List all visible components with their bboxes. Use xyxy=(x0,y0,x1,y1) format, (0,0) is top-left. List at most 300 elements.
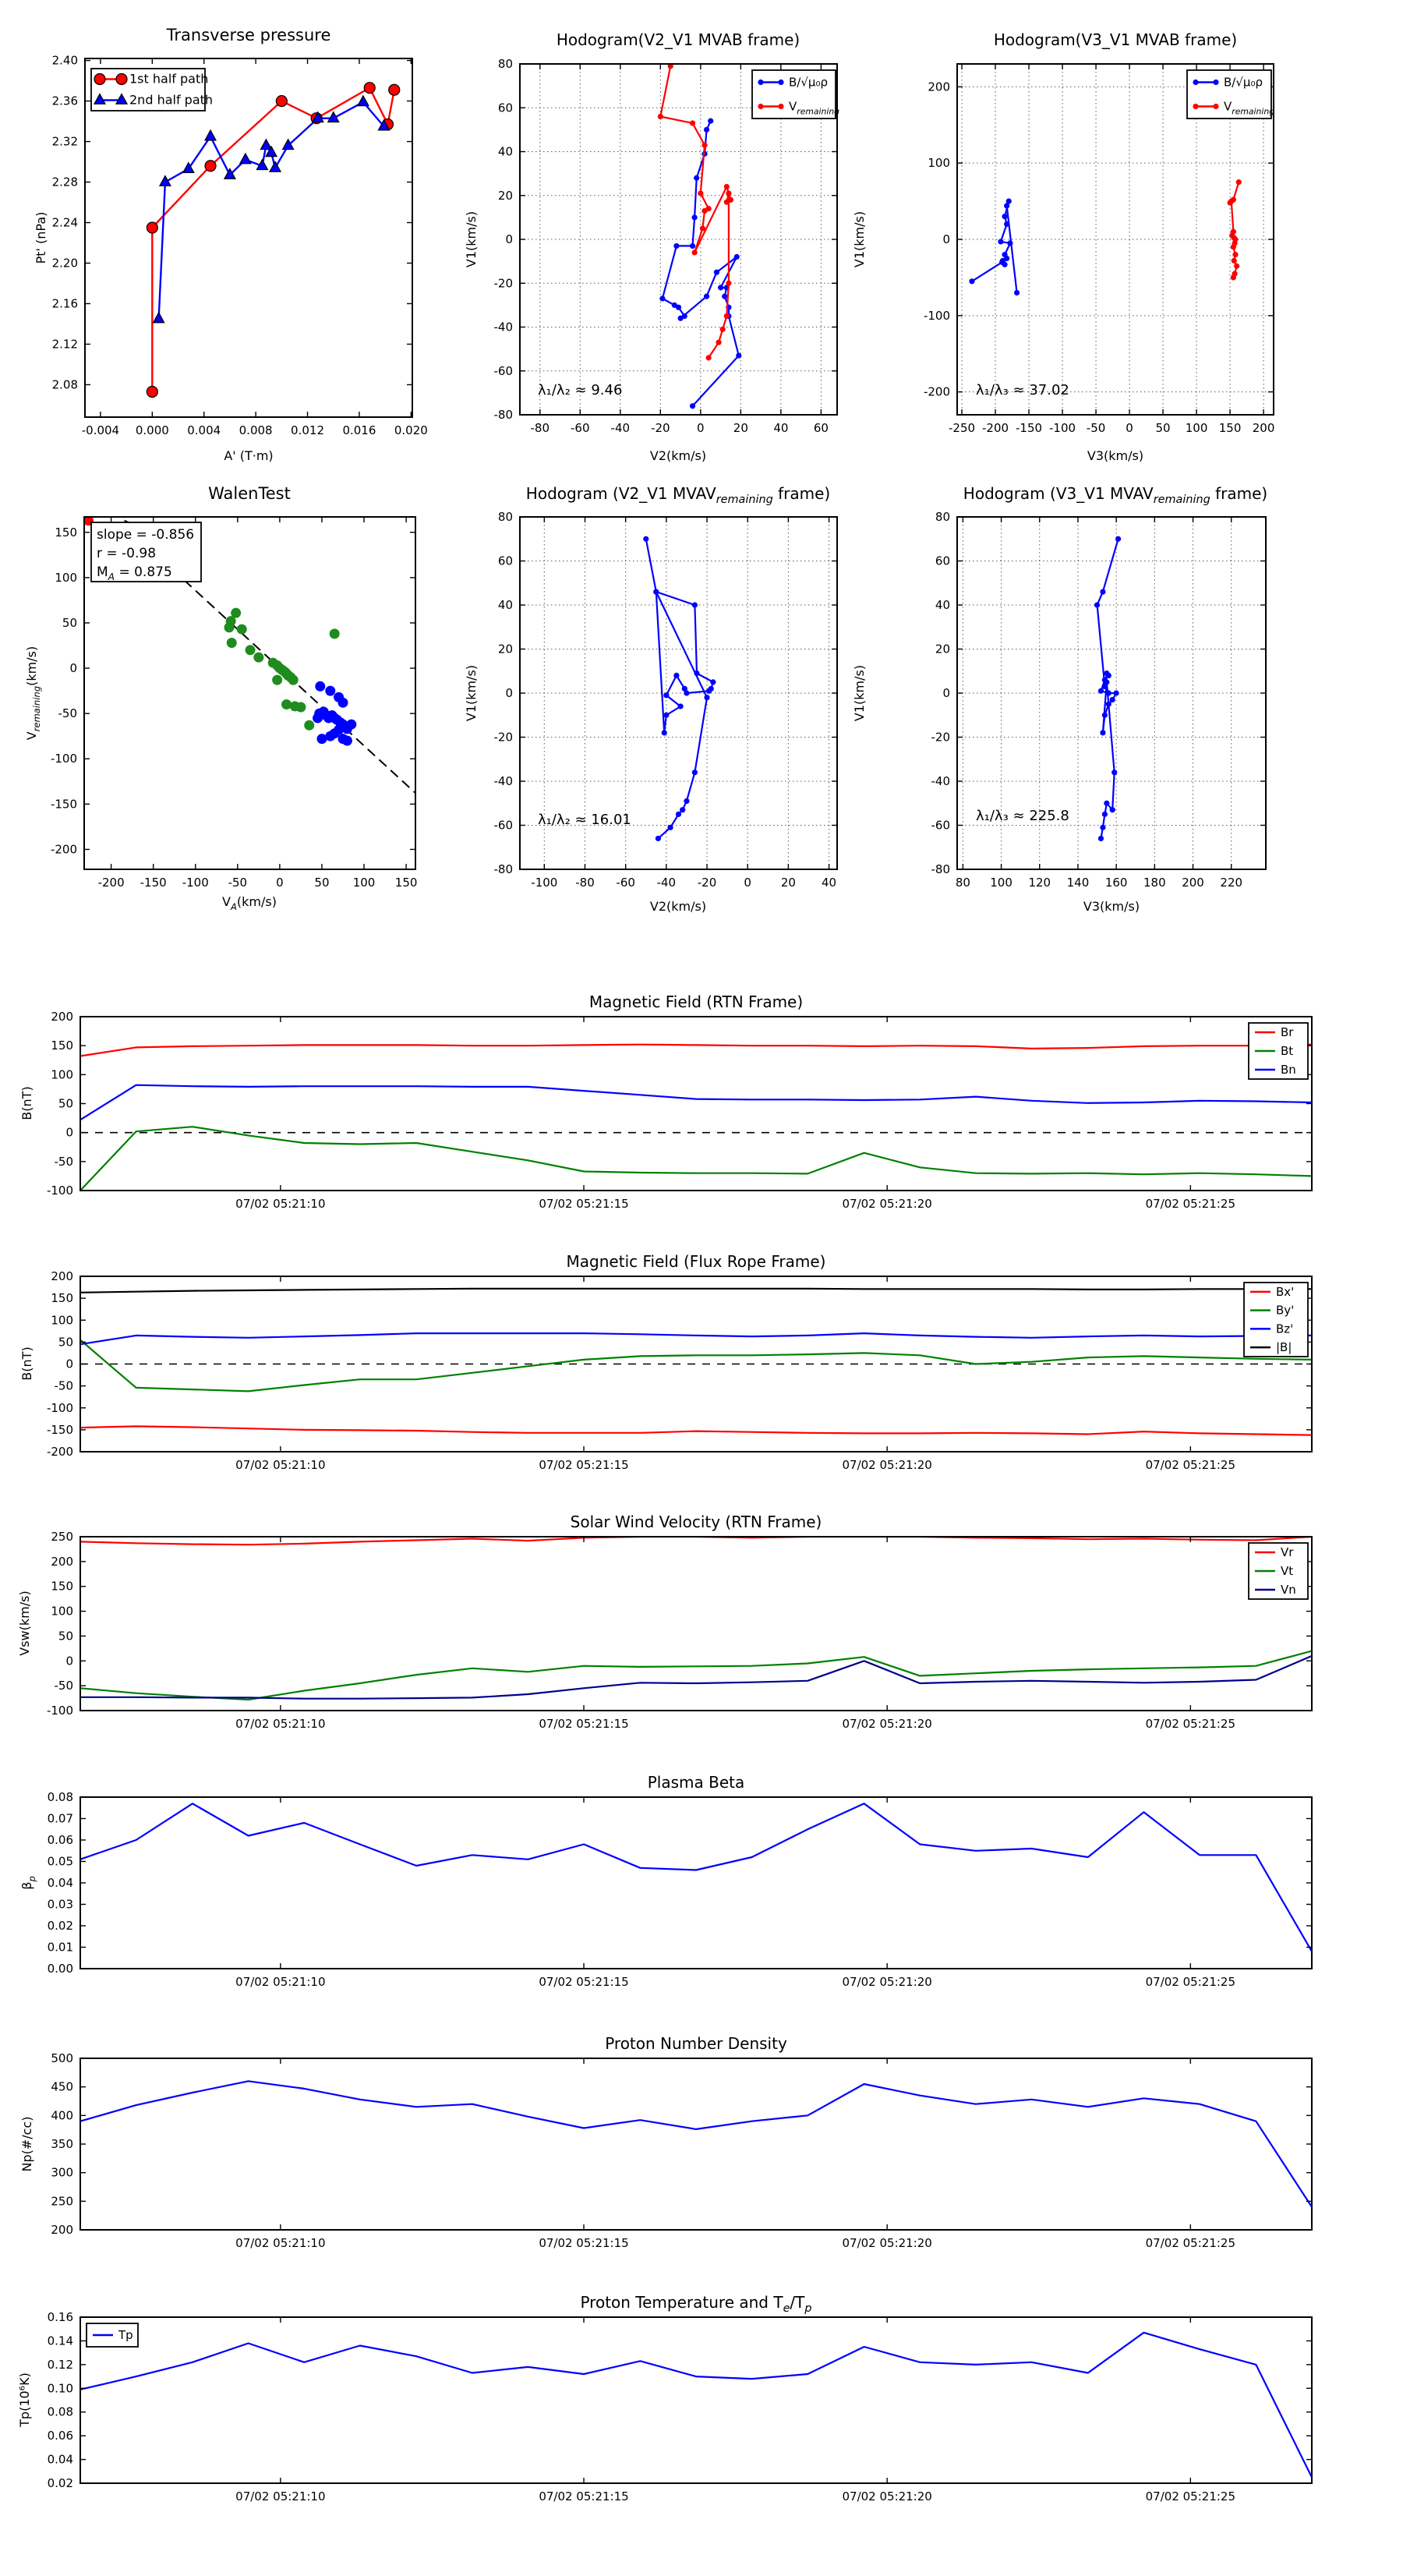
panel-proton-number-density xyxy=(19,2034,1312,2250)
data-point xyxy=(295,702,306,713)
y-axis-label: Np(#/cc) xyxy=(19,2116,34,2172)
x-tick-label: 220 xyxy=(1220,876,1243,890)
ticks xyxy=(47,1010,1312,1211)
series-Br xyxy=(80,1045,1312,1056)
x-tick-label: 07/02 05:21:10 xyxy=(235,2489,326,2503)
y-tick-label: -200 xyxy=(46,1445,73,1459)
y-tick-label: 2.20 xyxy=(51,256,78,271)
legend-label: $V_{remaining}$ xyxy=(1224,99,1275,117)
data-point xyxy=(736,352,741,358)
data-point xyxy=(1228,198,1234,203)
y-tick-label: 0.14 xyxy=(47,2334,73,2348)
data-point xyxy=(678,703,684,709)
data-point xyxy=(1100,825,1105,830)
x-tick-label: 150 xyxy=(394,876,418,890)
panel-title: Magnetic Field (RTN Frame) xyxy=(588,993,804,1011)
data-point xyxy=(237,625,247,635)
data-point xyxy=(1098,836,1104,841)
data-point xyxy=(724,184,730,189)
ticks xyxy=(47,1269,1312,1472)
y-tick-label: 0 xyxy=(942,232,950,246)
y-tick-label: 0 xyxy=(69,661,77,676)
y-tick-label: 2.12 xyxy=(51,337,78,352)
y-tick-label: 0.10 xyxy=(47,2381,73,2396)
x-tick-label: 07/02 05:21:10 xyxy=(235,1197,326,1211)
series-V-remaining-hodogram xyxy=(646,539,713,838)
y-tick-label: 20 xyxy=(497,642,513,656)
panel-title: Proton Temperature and $T_e/T_p$ xyxy=(580,2293,812,2315)
y-tick-label: 0.01 xyxy=(47,1940,73,1955)
data-point xyxy=(1231,274,1236,280)
x-tick-label: 07/02 05:21:15 xyxy=(539,1458,629,1472)
y-tick-label: 0.05 xyxy=(47,1854,73,1869)
x-tick-label: 07/02 05:21:10 xyxy=(235,1717,326,1731)
x-tick-label: 140 xyxy=(1066,876,1090,890)
data-point xyxy=(692,770,698,775)
stats-line: r = -0.98 xyxy=(97,546,157,561)
legend-label: 2nd half path xyxy=(129,92,214,108)
data-point xyxy=(702,208,707,214)
stats-line: slope = -0.856 xyxy=(97,527,195,543)
x-tick-label: 0 xyxy=(1126,421,1133,435)
y-tick-label: 400 xyxy=(51,2108,73,2123)
y-tick-label: -40 xyxy=(493,320,513,334)
data-point xyxy=(690,243,695,249)
x-tick-label: 07/02 05:21:15 xyxy=(539,1975,629,1989)
y-tick-label: -50 xyxy=(58,706,77,721)
x-tick-label: -100 xyxy=(182,876,209,890)
x-tick-label: 20 xyxy=(780,876,796,890)
x-tick-label: -80 xyxy=(575,876,595,890)
data-point xyxy=(272,675,282,685)
axes-frame xyxy=(80,2317,1312,2483)
ticks xyxy=(47,1530,1312,1731)
y-tick-label: -150 xyxy=(50,797,77,812)
data-point xyxy=(1231,244,1236,249)
data-point xyxy=(1236,179,1242,185)
y-tick-label: 0 xyxy=(942,686,950,700)
panel-magnetic-field-rtn xyxy=(19,993,1312,1211)
y-tick-label: 200 xyxy=(51,2223,73,2237)
data-point xyxy=(240,154,251,164)
data-point xyxy=(676,812,681,817)
y-tick-label: 300 xyxy=(51,2165,73,2180)
y-axis-label: $V_{remaining}(km/s)$ xyxy=(24,646,42,741)
data-point xyxy=(714,270,719,275)
y-tick-label: 150 xyxy=(51,1039,73,1053)
series-By-prime xyxy=(80,1340,1312,1392)
y-tick-label: 40 xyxy=(935,598,950,612)
x-tick-label: 50 xyxy=(314,876,330,890)
y-tick-label: -80 xyxy=(493,408,513,422)
y-tick-label: 0 xyxy=(505,232,513,246)
y-tick-label: 0.12 xyxy=(47,2357,73,2372)
x-tick-label: 160 xyxy=(1104,876,1128,890)
ticks xyxy=(48,1790,1312,1989)
y-tick-label: 100 xyxy=(55,570,77,585)
panel-hodogram-v2v1-mvav xyxy=(464,484,837,914)
y-tick-label: 250 xyxy=(51,1530,73,1544)
data-point xyxy=(325,686,335,696)
y-tick-label: 50 xyxy=(58,1096,73,1111)
data-point xyxy=(676,305,681,310)
y-tick-label: 500 xyxy=(51,2051,73,2065)
series-Vn xyxy=(80,1656,1312,1699)
data-point xyxy=(704,294,709,299)
x-tick-label: -100 xyxy=(1049,421,1076,435)
x-tick-label: 0.008 xyxy=(239,423,273,437)
data-point xyxy=(276,96,287,107)
data-point xyxy=(1100,730,1105,735)
y-tick-label: 100 xyxy=(928,156,950,171)
data-point xyxy=(643,536,648,542)
data-point xyxy=(224,622,235,632)
data-point xyxy=(147,387,157,398)
legend-label: Bx' xyxy=(1276,1284,1295,1299)
series-Tp xyxy=(80,2333,1312,2478)
y-tick-label: -100 xyxy=(50,752,77,766)
data-point xyxy=(364,83,375,94)
y-axis-label: B(nT) xyxy=(19,1086,34,1120)
y-tick-label: 0.06 xyxy=(47,2429,73,2443)
data-point xyxy=(342,736,352,746)
y-tick-label: 20 xyxy=(935,642,950,656)
ticks xyxy=(51,2051,1312,2250)
panel-title: Solar Wind Velocity (RTN Frame) xyxy=(570,1513,822,1531)
y-tick-label: 0.03 xyxy=(47,1897,73,1912)
y-tick-label: 40 xyxy=(497,144,513,159)
x-tick-label: 120 xyxy=(1028,876,1051,890)
x-axis-label: V2(km/s) xyxy=(649,448,707,463)
data-point xyxy=(998,239,1003,244)
x-axis-label: V2(km/s) xyxy=(649,899,707,914)
y-tick-label: 2.08 xyxy=(51,377,78,392)
y-tick-label: 100 xyxy=(51,1604,73,1619)
x-tick-label: 07/02 05:21:20 xyxy=(842,2236,932,2250)
x-tick-label: 0 xyxy=(697,421,705,435)
y-tick-label: -60 xyxy=(493,363,513,378)
data-point xyxy=(205,130,216,140)
legend xyxy=(1244,1283,1308,1357)
annotation: λ₁/λ₂ ≈ 16.01 xyxy=(538,812,631,828)
x-tick-label: 0.020 xyxy=(394,423,428,437)
y-tick-label: 0.04 xyxy=(47,1876,73,1890)
panel-title: Proton Number Density xyxy=(605,2034,787,2053)
legend-label: Tp xyxy=(118,2328,133,2342)
x-tick-label: 150 xyxy=(1218,421,1242,435)
y-tick-label: -100 xyxy=(923,308,950,323)
y-tick-label: 50 xyxy=(58,1629,73,1644)
x-tick-label: -60 xyxy=(616,876,635,890)
data-point xyxy=(734,254,740,260)
data-point xyxy=(1106,673,1111,678)
data-point xyxy=(315,681,325,692)
x-tick-label: 07/02 05:21:25 xyxy=(1145,2489,1236,2503)
y-tick-label: -150 xyxy=(46,1422,73,1437)
data-point xyxy=(253,653,263,663)
data-point xyxy=(704,695,709,700)
x-tick-label: -20 xyxy=(697,876,717,890)
data-point xyxy=(1007,240,1012,246)
data-point xyxy=(656,836,661,841)
data-point xyxy=(389,84,400,95)
y-tick-label: -50 xyxy=(54,1154,73,1169)
data-point xyxy=(1234,264,1239,269)
annotation: λ₁/λ₃ ≈ 225.8 xyxy=(976,808,1069,824)
data-point xyxy=(1193,80,1198,85)
x-tick-label: 80 xyxy=(955,876,970,890)
y-tick-label: 0.07 xyxy=(47,1811,73,1826)
y-tick-label: -20 xyxy=(493,730,513,745)
y-tick-label: 0.08 xyxy=(47,1790,73,1804)
axes-frame xyxy=(80,1797,1312,1969)
y-tick-label: 2.36 xyxy=(51,94,78,108)
axes-frame xyxy=(80,1017,1312,1191)
legend-label: Vt xyxy=(1281,1564,1294,1578)
data-point xyxy=(704,127,709,133)
data-point xyxy=(1102,812,1108,817)
x-tick-label: -50 xyxy=(1086,421,1106,435)
y-axis-label: V1(km/s) xyxy=(464,211,479,268)
y-tick-label: 100 xyxy=(51,1313,73,1328)
data-point xyxy=(1193,104,1198,109)
y-tick-label: 450 xyxy=(51,2079,73,2094)
annotation: λ₁/λ₃ ≈ 37.02 xyxy=(976,382,1069,398)
data-point xyxy=(337,698,348,708)
data-point xyxy=(680,807,685,812)
x-tick-label: 100 xyxy=(352,876,376,890)
legend-label: |B| xyxy=(1276,1340,1292,1355)
data-point xyxy=(330,628,340,639)
y-axis-label: V1(km/s) xyxy=(852,664,867,722)
y-tick-label: 2.16 xyxy=(51,296,78,311)
y-tick-label: 0.08 xyxy=(47,2404,73,2419)
y-tick-label: 0.16 xyxy=(47,2310,73,2324)
x-tick-label: 0.016 xyxy=(342,423,376,437)
ticks xyxy=(48,2310,1312,2503)
data-point xyxy=(281,699,292,709)
legend-label: Vr xyxy=(1281,1545,1294,1559)
y-axis-label: $\beta_p$ xyxy=(19,1876,37,1890)
x-tick-label: 07/02 05:21:10 xyxy=(235,1458,326,1472)
legend-label: B/√μ₀ρ xyxy=(789,75,828,90)
y-tick-label: -200 xyxy=(50,842,77,857)
axes-frame xyxy=(80,1537,1312,1711)
y-axis-label: B(nT) xyxy=(19,1346,34,1381)
data-point xyxy=(1232,252,1238,257)
data-point xyxy=(709,686,714,692)
y-tick-label: -50 xyxy=(54,1378,73,1393)
panel-title: Plasma Beta xyxy=(647,1773,745,1792)
data-point xyxy=(653,589,659,594)
x-tick-label: -60 xyxy=(571,421,590,435)
data-point xyxy=(1002,252,1007,257)
legend xyxy=(87,2323,138,2347)
legend xyxy=(752,70,839,119)
panel-solar-wind-velocity xyxy=(17,1513,1312,1731)
data-point xyxy=(288,675,299,685)
data-point xyxy=(346,720,356,730)
x-tick-label: 07/02 05:21:20 xyxy=(842,1975,932,1989)
data-point xyxy=(726,190,731,196)
panel-magnetic-field-flux-rope xyxy=(19,1252,1312,1472)
y-tick-label: -80 xyxy=(931,862,950,876)
axes-frame xyxy=(85,58,412,417)
series-Vr xyxy=(80,1537,1312,1545)
data-point xyxy=(677,316,683,321)
data-point xyxy=(1213,80,1218,85)
x-tick-label: 20 xyxy=(733,421,748,435)
data-point xyxy=(694,671,699,676)
y-tick-label: -60 xyxy=(931,818,950,833)
x-tick-label: 07/02 05:21:25 xyxy=(1145,2236,1236,2250)
x-tick-label: 07/02 05:21:15 xyxy=(539,1197,629,1211)
data-point xyxy=(1114,690,1119,695)
data-point xyxy=(205,161,216,172)
x-tick-label: 200 xyxy=(1182,876,1204,890)
data-point xyxy=(147,222,157,233)
y-tick-label: 200 xyxy=(51,1554,73,1569)
data-point xyxy=(708,119,713,124)
x-tick-label: 07/02 05:21:20 xyxy=(842,1458,932,1472)
x-tick-label: 07/02 05:21:25 xyxy=(1145,1975,1236,1989)
data-point xyxy=(1094,602,1100,607)
y-tick-label: -40 xyxy=(931,774,950,788)
data-point xyxy=(673,673,679,678)
x-tick-label: 07/02 05:21:10 xyxy=(235,1975,326,1989)
data-point xyxy=(1014,290,1020,295)
series-Bn xyxy=(80,1085,1312,1120)
y-tick-label: 60 xyxy=(935,554,950,568)
data-point xyxy=(758,80,763,85)
y-tick-label: 150 xyxy=(51,1579,73,1594)
y-tick-label: 0.00 xyxy=(47,1962,73,1976)
y-tick-label: -20 xyxy=(931,730,950,745)
data-point xyxy=(1102,713,1108,718)
series-Bt xyxy=(80,1127,1312,1191)
y-tick-label: 0 xyxy=(65,1357,73,1371)
legend-label: Vn xyxy=(1281,1583,1296,1597)
panel-title: Hodogram (V2_V1 $MVAV_{remaining}$ frame) xyxy=(525,484,831,506)
data-point xyxy=(692,249,698,255)
data-point xyxy=(1098,688,1104,694)
x-tick-label: 07/02 05:21:20 xyxy=(842,1717,932,1731)
data-point xyxy=(1106,690,1111,695)
y-tick-label: -50 xyxy=(54,1679,73,1693)
data-point xyxy=(692,214,698,220)
y-tick-label: 0 xyxy=(65,1125,73,1140)
data-point xyxy=(694,175,699,181)
panel-title: Magnetic Field (Flux Rope Frame) xyxy=(566,1252,826,1271)
data-point xyxy=(718,285,723,290)
x-tick-label: -250 xyxy=(948,421,976,435)
data-point xyxy=(1115,536,1121,542)
data-point xyxy=(684,690,689,695)
y-tick-label: 200 xyxy=(51,1269,73,1283)
data-point xyxy=(692,602,698,607)
stats-line: $M_A = 0.875$ xyxy=(97,564,172,582)
data-point xyxy=(663,713,669,718)
series-Vt xyxy=(80,1651,1312,1700)
data-point xyxy=(270,161,281,172)
legend xyxy=(1249,1023,1308,1079)
y-tick-label: 0 xyxy=(65,1654,73,1668)
data-point xyxy=(658,114,663,119)
y-tick-label: 2.24 xyxy=(51,215,78,230)
data-point xyxy=(1232,258,1237,264)
data-point xyxy=(260,140,271,150)
data-point xyxy=(700,225,705,231)
data-point xyxy=(154,313,164,323)
panel-title: Hodogram(V2_V1 MVAB frame) xyxy=(556,30,800,49)
y-tick-label: 0 xyxy=(505,686,513,700)
series-second-half-path xyxy=(159,102,384,319)
panel-hodogram-v3v1-mvav xyxy=(852,484,1267,914)
y-tick-label: -100 xyxy=(46,1704,73,1718)
panel-walen-test xyxy=(24,484,417,912)
y-axis-label: Tp(10⁶K) xyxy=(17,2373,32,2427)
y-tick-label: 0.02 xyxy=(47,1919,73,1933)
y-tick-label: 100 xyxy=(51,1067,73,1082)
y-tick-label: 60 xyxy=(497,101,513,115)
y-tick-label: -80 xyxy=(493,862,513,876)
x-tick-label: -100 xyxy=(531,876,558,890)
legend-label: 1st half path xyxy=(129,71,209,87)
x-tick-label: -200 xyxy=(982,421,1009,435)
x-axis-label: $V_A(km/s)$ xyxy=(222,894,277,912)
x-tick-label: -50 xyxy=(228,876,248,890)
panel-title: WalenTest xyxy=(208,484,291,503)
x-tick-label: 07/02 05:21:15 xyxy=(539,2236,629,2250)
legend xyxy=(1187,70,1274,119)
data-point xyxy=(716,340,721,345)
x-tick-label: 07/02 05:21:15 xyxy=(539,1717,629,1731)
x-tick-label: 07/02 05:21:25 xyxy=(1145,1197,1236,1211)
legend-label: Bn xyxy=(1281,1063,1296,1077)
data-point xyxy=(1110,807,1115,812)
x-tick-label: -40 xyxy=(656,876,677,890)
data-point xyxy=(1104,679,1109,685)
y-tick-label: 200 xyxy=(928,80,950,94)
data-point xyxy=(304,720,314,731)
x-tick-label: -20 xyxy=(651,421,670,435)
legend-label: B/√μ₀ρ xyxy=(1224,75,1263,90)
x-tick-label: 100 xyxy=(1185,421,1208,435)
ticks xyxy=(931,510,1267,890)
series-first-half-path xyxy=(152,88,394,392)
y-tick-label: -100 xyxy=(46,1400,73,1415)
legend-label: Bt xyxy=(1281,1044,1294,1058)
x-tick-label: -0.004 xyxy=(81,423,120,437)
data-point xyxy=(778,80,783,85)
y-tick-label: 0.04 xyxy=(47,2452,73,2467)
x-tick-label: 0.004 xyxy=(187,423,221,437)
data-point xyxy=(667,825,673,830)
x-tick-label: 0.000 xyxy=(135,423,169,437)
series-Bz-prime xyxy=(80,1333,1312,1344)
data-point xyxy=(1213,104,1218,109)
x-tick-label: 07/02 05:21:10 xyxy=(235,2236,326,2250)
y-tick-label: 80 xyxy=(935,510,950,524)
y-tick-label: 150 xyxy=(55,525,77,540)
data-point xyxy=(1004,203,1009,208)
y-tick-label: -200 xyxy=(923,384,950,399)
series-Bx-prime xyxy=(80,1426,1312,1435)
annotation: λ₁/λ₂ ≈ 9.46 xyxy=(538,382,623,398)
data-point xyxy=(690,120,695,126)
data-point xyxy=(662,730,667,735)
data-point xyxy=(702,142,707,147)
